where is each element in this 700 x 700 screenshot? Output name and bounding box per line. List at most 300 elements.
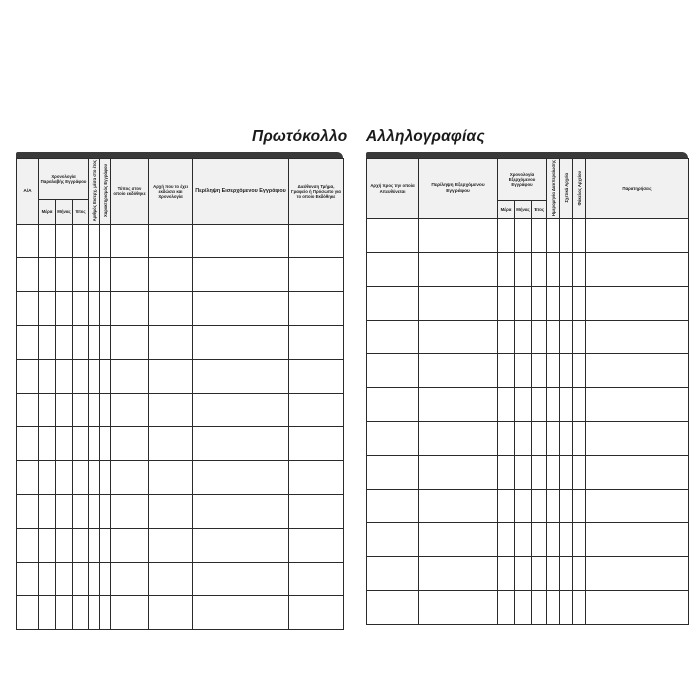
table-cell[interactable] xyxy=(367,320,419,354)
table-cell[interactable] xyxy=(56,427,73,461)
table-cell[interactable] xyxy=(547,591,560,625)
table-cell[interactable] xyxy=(17,359,39,393)
table-cell[interactable] xyxy=(560,591,573,625)
table-cell[interactable] xyxy=(560,286,573,320)
column-header xyxy=(419,159,498,219)
table-cell[interactable] xyxy=(149,326,193,360)
table-cell[interactable] xyxy=(515,557,532,591)
table-cell[interactable] xyxy=(73,258,89,292)
table-cell[interactable] xyxy=(547,489,560,523)
table-row[interactable] xyxy=(367,354,689,388)
table-cell[interactable] xyxy=(100,427,111,461)
table-cell[interactable] xyxy=(560,455,573,489)
table-cell[interactable] xyxy=(515,523,532,557)
table-cell[interactable] xyxy=(89,528,100,562)
table-cell[interactable] xyxy=(100,258,111,292)
table-cell[interactable] xyxy=(560,422,573,456)
column-subheader-label: Έτος xyxy=(533,206,545,212)
table-cell[interactable] xyxy=(289,596,344,630)
table-cell[interactable] xyxy=(17,326,39,360)
page-title-right: Αλληλογραφίας xyxy=(366,128,485,145)
table-cell[interactable] xyxy=(419,489,498,523)
table-row[interactable] xyxy=(367,219,689,253)
table-cell[interactable] xyxy=(193,224,289,258)
table-cell[interactable] xyxy=(56,359,73,393)
table-cell[interactable] xyxy=(573,320,586,354)
table-cell[interactable] xyxy=(89,596,100,630)
table-cell[interactable] xyxy=(289,427,344,461)
table-cell[interactable] xyxy=(586,219,689,253)
table-cell[interactable] xyxy=(532,219,547,253)
table-cell[interactable] xyxy=(560,219,573,253)
table-row[interactable] xyxy=(17,495,344,529)
table-cell[interactable] xyxy=(56,258,73,292)
table-cell[interactable] xyxy=(73,495,89,529)
table-cell[interactable] xyxy=(586,253,689,287)
table-cell[interactable] xyxy=(100,596,111,630)
table-cell[interactable] xyxy=(193,326,289,360)
table-cell[interactable] xyxy=(498,489,515,523)
table-cell[interactable] xyxy=(515,455,532,489)
table-cell[interactable] xyxy=(193,528,289,562)
table-cell[interactable] xyxy=(39,393,56,427)
table-cell[interactable] xyxy=(586,388,689,422)
table-cell[interactable] xyxy=(547,557,560,591)
column-subheader-label: Μήνας xyxy=(57,209,71,215)
column-header-label: Χρονολογία Παραλαβής Εγγράφου xyxy=(40,173,87,184)
table-cell[interactable] xyxy=(149,562,193,596)
table-cell[interactable] xyxy=(39,224,56,258)
table-cell[interactable] xyxy=(111,461,149,495)
table-cell[interactable] xyxy=(289,562,344,596)
table-cell[interactable] xyxy=(419,286,498,320)
table-row[interactable] xyxy=(367,286,689,320)
column-subheader xyxy=(56,199,73,224)
table-cell[interactable] xyxy=(419,591,498,625)
column-header xyxy=(573,159,586,219)
column-header xyxy=(39,159,89,200)
column-header xyxy=(367,159,419,219)
column-header-label: Παρατηρήσεις xyxy=(622,186,652,192)
table-cell[interactable] xyxy=(39,528,56,562)
table-cell[interactable] xyxy=(532,286,547,320)
column-header-label: Α/Α xyxy=(23,188,32,194)
table-cell[interactable] xyxy=(289,359,344,393)
column-header xyxy=(289,159,344,225)
table-cell[interactable] xyxy=(56,224,73,258)
table-cell[interactable] xyxy=(111,292,149,326)
table-cell[interactable] xyxy=(367,219,419,253)
table-cell[interactable] xyxy=(498,354,515,388)
table-cell[interactable] xyxy=(100,393,111,427)
table-row[interactable] xyxy=(17,528,344,562)
table-cell[interactable] xyxy=(419,354,498,388)
table-cell[interactable] xyxy=(560,388,573,422)
table-cell[interactable] xyxy=(532,489,547,523)
table-cell[interactable] xyxy=(586,286,689,320)
table-cell[interactable] xyxy=(547,354,560,388)
table-cell[interactable] xyxy=(39,292,56,326)
table-cell[interactable] xyxy=(560,320,573,354)
table-cell[interactable] xyxy=(547,422,560,456)
table-cell[interactable] xyxy=(111,495,149,529)
table-cell[interactable] xyxy=(149,596,193,630)
table-cell[interactable] xyxy=(100,292,111,326)
table-cell[interactable] xyxy=(89,224,100,258)
table-cell[interactable] xyxy=(498,219,515,253)
column-header-label: Περίληψη Εισερχόμενου Εγγράφου xyxy=(195,188,286,195)
table-cell[interactable] xyxy=(56,495,73,529)
table-cell[interactable] xyxy=(100,495,111,529)
table-row[interactable] xyxy=(367,320,689,354)
table-cell[interactable] xyxy=(289,495,344,529)
table-row[interactable] xyxy=(367,253,689,287)
table-cell[interactable] xyxy=(367,388,419,422)
table-cell[interactable] xyxy=(498,422,515,456)
table-cell[interactable] xyxy=(149,224,193,258)
table-cell[interactable] xyxy=(498,253,515,287)
table-cell[interactable] xyxy=(17,292,39,326)
page-title-left: Πρωτόκολλο xyxy=(252,128,348,145)
column-header xyxy=(498,159,547,201)
column-header xyxy=(17,159,39,225)
table-cell[interactable] xyxy=(547,219,560,253)
table-cell[interactable] xyxy=(586,354,689,388)
table-cell[interactable] xyxy=(532,422,547,456)
table-cell[interactable] xyxy=(89,495,100,529)
column-subheader xyxy=(73,199,89,224)
table-cell[interactable] xyxy=(193,596,289,630)
table-cell[interactable] xyxy=(89,427,100,461)
column-subheader xyxy=(515,200,532,218)
table-body-right xyxy=(367,219,689,625)
table-cell[interactable] xyxy=(73,562,89,596)
table-cell[interactable] xyxy=(532,253,547,287)
table-cell[interactable] xyxy=(73,326,89,360)
table-cell[interactable] xyxy=(193,258,289,292)
table-cell[interactable] xyxy=(39,495,56,529)
table-cell[interactable] xyxy=(111,562,149,596)
column-header-label: Αρχή προς την οποία Απευθύνεται xyxy=(370,183,415,194)
table-cell[interactable] xyxy=(193,393,289,427)
table-cell[interactable] xyxy=(532,557,547,591)
table-row[interactable] xyxy=(367,422,689,456)
table-cell[interactable] xyxy=(419,455,498,489)
table-cell[interactable] xyxy=(111,393,149,427)
table-cell[interactable] xyxy=(560,354,573,388)
table-cell[interactable] xyxy=(100,359,111,393)
column-header-label: Τύπος στον οποίο εκδόθηκε xyxy=(113,186,146,197)
table-cell[interactable] xyxy=(17,495,39,529)
table-cell[interactable] xyxy=(149,393,193,427)
table-cell[interactable] xyxy=(515,591,532,625)
table-header-left xyxy=(17,159,344,225)
table-cell[interactable] xyxy=(89,258,100,292)
column-header xyxy=(89,159,100,225)
table-header-right xyxy=(367,159,689,219)
table-cell[interactable] xyxy=(547,388,560,422)
table-cell[interactable] xyxy=(367,253,419,287)
table-row[interactable] xyxy=(17,596,344,630)
table-cell[interactable] xyxy=(17,528,39,562)
table-row[interactable] xyxy=(17,427,344,461)
table-row[interactable] xyxy=(17,562,344,596)
table-cell[interactable] xyxy=(56,461,73,495)
table-cell[interactable] xyxy=(56,596,73,630)
table-cell[interactable] xyxy=(111,528,149,562)
table-cell[interactable] xyxy=(573,422,586,456)
table-cell[interactable] xyxy=(89,393,100,427)
table-cell[interactable] xyxy=(56,528,73,562)
table-cell[interactable] xyxy=(498,286,515,320)
table-cell[interactable] xyxy=(498,320,515,354)
column-header xyxy=(586,159,689,219)
protocol-table-left xyxy=(16,158,344,630)
table-cell[interactable] xyxy=(73,224,89,258)
table-cell[interactable] xyxy=(498,523,515,557)
table-cell[interactable] xyxy=(73,393,89,427)
column-header-label: Χαρακτηρισμός Εγγράφου xyxy=(102,164,108,218)
table-cell[interactable] xyxy=(498,455,515,489)
table-cell[interactable] xyxy=(289,326,344,360)
table-cell[interactable] xyxy=(498,591,515,625)
table-cell[interactable] xyxy=(419,388,498,422)
table-cell[interactable] xyxy=(498,557,515,591)
table-cell[interactable] xyxy=(515,219,532,253)
table-cell[interactable] xyxy=(17,427,39,461)
table-row[interactable] xyxy=(17,292,344,326)
table-cell[interactable] xyxy=(17,393,39,427)
table-row[interactable] xyxy=(17,258,344,292)
table-cell[interactable] xyxy=(39,427,56,461)
table-cell[interactable] xyxy=(193,359,289,393)
column-header-label: Διεύθυνση Τμήμα, Γραφείο ή Πρόσωπο για το οποίο Εκδόθηκε xyxy=(291,183,341,199)
table-cell[interactable] xyxy=(39,326,56,360)
column-header-label: Περίληψη Εξερχόμενου Εγγράφου xyxy=(431,183,485,194)
table-cell[interactable] xyxy=(515,286,532,320)
table-cell[interactable] xyxy=(419,422,498,456)
table-cell[interactable] xyxy=(289,393,344,427)
table-cell[interactable] xyxy=(367,557,419,591)
table-cell[interactable] xyxy=(149,359,193,393)
table-cell[interactable] xyxy=(56,393,73,427)
table-cell[interactable] xyxy=(111,359,149,393)
column-header-label: Αρχή που το έχει εκδώσει και Χρονολογία xyxy=(153,183,188,199)
table-cell[interactable] xyxy=(532,354,547,388)
table-cell[interactable] xyxy=(586,422,689,456)
table-row[interactable] xyxy=(367,388,689,422)
table-cell[interactable] xyxy=(586,523,689,557)
table-row[interactable] xyxy=(367,455,689,489)
table-cell[interactable] xyxy=(73,359,89,393)
table-cell[interactable] xyxy=(149,292,193,326)
table-cell[interactable] xyxy=(100,562,111,596)
table-cell[interactable] xyxy=(532,523,547,557)
table-cell[interactable] xyxy=(586,320,689,354)
column-subheader xyxy=(39,199,56,224)
column-subheader-label: Έτος xyxy=(75,209,86,215)
table-cell[interactable] xyxy=(586,591,689,625)
table-cell[interactable] xyxy=(419,557,498,591)
table-cell[interactable] xyxy=(367,422,419,456)
column-header-label: Φάκελος Αρχείου xyxy=(576,170,582,206)
column-header-label: Ημερομηνία Διεκπεραίωσης xyxy=(550,160,556,217)
table-cell[interactable] xyxy=(193,427,289,461)
table-cell[interactable] xyxy=(532,591,547,625)
table-cell[interactable] xyxy=(149,258,193,292)
table-cell[interactable] xyxy=(193,562,289,596)
table-cell[interactable] xyxy=(149,427,193,461)
table-cell[interactable] xyxy=(149,528,193,562)
table-cell[interactable] xyxy=(111,427,149,461)
table-cell[interactable] xyxy=(17,596,39,630)
table-cell[interactable] xyxy=(289,224,344,258)
table-cell[interactable] xyxy=(17,258,39,292)
table-cell[interactable] xyxy=(89,562,100,596)
table-cell[interactable] xyxy=(39,258,56,292)
table-cell[interactable] xyxy=(367,489,419,523)
table-cell[interactable] xyxy=(547,253,560,287)
table-cell[interactable] xyxy=(17,461,39,495)
table-cell[interactable] xyxy=(73,427,89,461)
table-row[interactable] xyxy=(367,489,689,523)
table-cell[interactable] xyxy=(573,591,586,625)
table-cell[interactable] xyxy=(73,461,89,495)
table-row[interactable] xyxy=(17,359,344,393)
table-cell[interactable] xyxy=(586,557,689,591)
table-cell[interactable] xyxy=(89,326,100,360)
table-cell[interactable] xyxy=(289,258,344,292)
table-cell[interactable] xyxy=(547,523,560,557)
table-cell[interactable] xyxy=(149,461,193,495)
table-cell[interactable] xyxy=(419,219,498,253)
table-cell[interactable] xyxy=(573,354,586,388)
column-header xyxy=(193,159,289,225)
table-cell[interactable] xyxy=(89,359,100,393)
table-row[interactable] xyxy=(367,591,689,625)
table-cell[interactable] xyxy=(367,455,419,489)
table-cell[interactable] xyxy=(73,292,89,326)
table-cell[interactable] xyxy=(573,219,586,253)
table-cell[interactable] xyxy=(367,523,419,557)
table-cell[interactable] xyxy=(515,354,532,388)
table-row[interactable] xyxy=(17,326,344,360)
table-cell[interactable] xyxy=(111,596,149,630)
table-cell[interactable] xyxy=(419,523,498,557)
table-cell[interactable] xyxy=(560,253,573,287)
table-row[interactable] xyxy=(367,557,689,591)
table-cell[interactable] xyxy=(532,455,547,489)
table-cell[interactable] xyxy=(532,388,547,422)
table-cell[interactable] xyxy=(573,253,586,287)
table-cell[interactable] xyxy=(56,562,73,596)
table-cell[interactable] xyxy=(149,495,193,529)
table-cell[interactable] xyxy=(515,489,532,523)
table-cell[interactable] xyxy=(56,292,73,326)
column-header xyxy=(560,159,573,219)
table-cell[interactable] xyxy=(547,320,560,354)
table-cell[interactable] xyxy=(419,253,498,287)
table-row[interactable] xyxy=(17,224,344,258)
column-header xyxy=(100,159,111,225)
table-cell[interactable] xyxy=(586,489,689,523)
column-header xyxy=(111,159,149,225)
table-cell[interactable] xyxy=(586,455,689,489)
table-row[interactable] xyxy=(367,523,689,557)
column-header xyxy=(149,159,193,225)
table-cell[interactable] xyxy=(39,359,56,393)
table-cell[interactable] xyxy=(419,320,498,354)
table-cell[interactable] xyxy=(515,253,532,287)
table-cell[interactable] xyxy=(573,286,586,320)
table-cell[interactable] xyxy=(17,224,39,258)
table-cell[interactable] xyxy=(532,320,547,354)
table-cell[interactable] xyxy=(111,224,149,258)
column-subheader-label: Μήνας xyxy=(516,206,530,212)
table-cell[interactable] xyxy=(100,326,111,360)
table-cell[interactable] xyxy=(73,596,89,630)
table-cell[interactable] xyxy=(73,528,89,562)
table-cell[interactable] xyxy=(367,591,419,625)
column-header-label: Αριθμός Εισερχ. μέσα στο έτος xyxy=(91,160,97,222)
column-subheader-label: Μέρα xyxy=(41,209,53,215)
table-cell[interactable] xyxy=(100,224,111,258)
table-cell[interactable] xyxy=(100,461,111,495)
table-row[interactable] xyxy=(17,461,344,495)
table-cell[interactable] xyxy=(367,286,419,320)
table-cell[interactable] xyxy=(111,258,149,292)
table-cell[interactable] xyxy=(56,326,73,360)
table-cell[interactable] xyxy=(193,292,289,326)
column-header-label: Σχετικά Αρχεία xyxy=(563,173,569,203)
table-cell[interactable] xyxy=(111,326,149,360)
table-cell[interactable] xyxy=(515,320,532,354)
table-cell[interactable] xyxy=(367,354,419,388)
table-cell[interactable] xyxy=(573,523,586,557)
table-cell[interactable] xyxy=(515,422,532,456)
table-body-left xyxy=(17,224,344,630)
table-cell[interactable] xyxy=(573,489,586,523)
table-cell[interactable] xyxy=(289,461,344,495)
table-cell[interactable] xyxy=(89,292,100,326)
table-cell[interactable] xyxy=(17,562,39,596)
table-cell[interactable] xyxy=(289,292,344,326)
table-cell[interactable] xyxy=(39,562,56,596)
table-cell[interactable] xyxy=(560,557,573,591)
table-cell[interactable] xyxy=(560,489,573,523)
column-subheader xyxy=(532,200,547,218)
table-cell[interactable] xyxy=(100,528,111,562)
table-cell[interactable] xyxy=(89,461,100,495)
table-cell[interactable] xyxy=(39,596,56,630)
table-row[interactable] xyxy=(17,393,344,427)
column-subheader-label: Μέρα xyxy=(500,206,512,212)
table-cell[interactable] xyxy=(573,557,586,591)
table-cell[interactable] xyxy=(573,388,586,422)
table-cell[interactable] xyxy=(498,388,515,422)
protocol-table-right xyxy=(366,158,689,625)
table-cell[interactable] xyxy=(515,388,532,422)
table-cell[interactable] xyxy=(193,461,289,495)
table-cell[interactable] xyxy=(289,528,344,562)
column-header-label: Χρονολογία Εξερχόμενου Εγγράφου xyxy=(508,171,536,188)
table-cell[interactable] xyxy=(547,455,560,489)
table-cell[interactable] xyxy=(573,455,586,489)
table-cell[interactable] xyxy=(39,461,56,495)
table-cell[interactable] xyxy=(547,286,560,320)
table-cell[interactable] xyxy=(560,523,573,557)
table-cell[interactable] xyxy=(193,495,289,529)
